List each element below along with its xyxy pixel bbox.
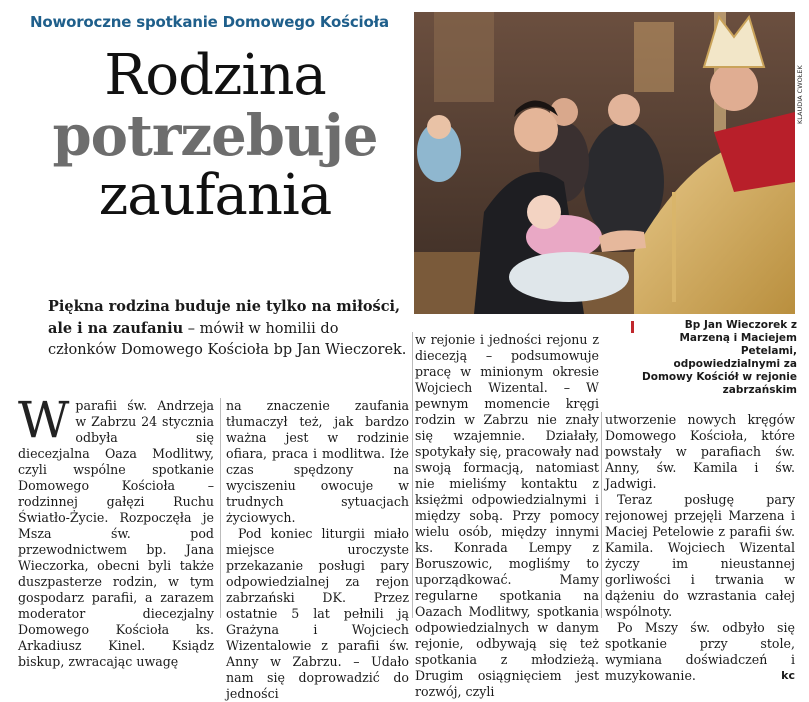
paragraph: Teraz posługę pary rejonowej przejęli Marzena i Maciej Petelowie z parafii św. Kamila. Wojciech Wizental życzy im nieustannej gorliwości i trwania w dążeniu do wzrastania całej wspólnoty. — [605, 492, 795, 619]
paragraph: na znaczenie zaufania tłumaczył też, jak bardzo ważna jest w rodzinie ofiara, praca i modlitwa. Iże czas spędzony na wyciszeniu owocuje w trudnych sytuacjach życiowych. — [226, 398, 409, 525]
column-divider — [412, 332, 413, 618]
article-photo — [414, 12, 795, 314]
photo-caption — [631, 319, 797, 397]
article-column-3 — [415, 332, 599, 700]
lead-rest: – mówił w homilii do członków Domowego Kościoła bp Jan Wieczorek. — [48, 321, 407, 358]
lead-paragraph — [48, 296, 410, 361]
column-divider — [601, 412, 602, 618]
headline — [20, 43, 410, 228]
drop-cap: W — [18, 391, 70, 449]
author-signature: kc — [781, 669, 795, 682]
paragraph: w rejonie i jedności rejonu z diecezją – podsumowuje pracę w minionym okresie Wojciech Wizental. – W pewnym momencie kręgi rodzin w Zabrzu nie znały się wzajemnie. Działały, spotykały się, pracowały nad swoją formacją, natomiast nie mieliśmy kontaktu z księżmi odpowiedzialnymi i między sobą. Przy pomocy wielu osób, między innymi ks. Konrada Lempy z Boruszowic, mogliśmy to uporządkować. Mamy regularne spotkania na Oazach Modlitwy, spotkania odpowiedzialnych w danym rejonie, odbywają się też spotkania z młodzieżą. Drugim osiągnięciem jest rozwój, czyli — [415, 332, 599, 699]
paragraph: parafii św. Andrzeja w Zabrzu 24 stycznia odbyła się diecezjalna Oaza Modlitwy, czyli wspólne spotkanie Domowego Kościoła – rodzinnej gałęzi Ruchu Światło-Życie. Rozpoczęła je Msza św. pod przewodnictwem bp. Jana Wieczorka, obecni byli także duszpasterze rodzin, w tym gospodarz parafii, a zarazem moderator diecezjalny Domowego Kościoła ks. Arkadiusz Kinel. Ksiądz biskup, zwracając uwagę — [18, 398, 214, 669]
column-divider — [220, 398, 221, 618]
article-column-2 — [226, 398, 409, 702]
paragraph-text: Po Mszy św. odbyło się spotkanie przy stole, wymiana doświadczeń i muzykowanie. — [605, 620, 795, 683]
article-column-4 — [605, 412, 795, 684]
headline-line-3: zaufania — [98, 163, 332, 228]
paragraph: Pod koniec liturgii miało miejsce uroczyste przekazanie posługi pary odpowiedzialnej za rejon zabrzański DK. Przez ostatnie 5 lat pełnili ją Grażyna i Wojciech Wizentalowie z parafii św. Anny w Zabrzu. – Udało nam się doprowadzić do jedności — [226, 526, 409, 701]
photo-illustration — [414, 12, 795, 314]
lead-bold: Piękna rodzina buduje nie tylko na miłości, ale i na zaufaniu — [48, 298, 401, 337]
paragraph — [605, 620, 795, 684]
article-column-1 — [18, 391, 214, 670]
headline-line-1: Rodzina — [104, 43, 326, 108]
photo-credit: KLAUDIA CWOŁEK — [796, 65, 804, 124]
headline-line-2: potrzebuje — [52, 103, 378, 169]
paragraph: utworzenie nowych kręgów Domowego Kościoła, które powstały w parafiach św. Anny, św. Kamila i św. Jadwigi. — [605, 412, 795, 491]
section-kicker: Noworoczne spotkanie Domowego Kościoła — [30, 13, 389, 31]
caption-text: Bp Jan Wieczorek z Marzeną i Maciejem Petelami, odpowiedzialnymi za Domowy Kościół w rejonie zabrzańskim — [642, 319, 797, 396]
caption-marker — [631, 321, 634, 333]
